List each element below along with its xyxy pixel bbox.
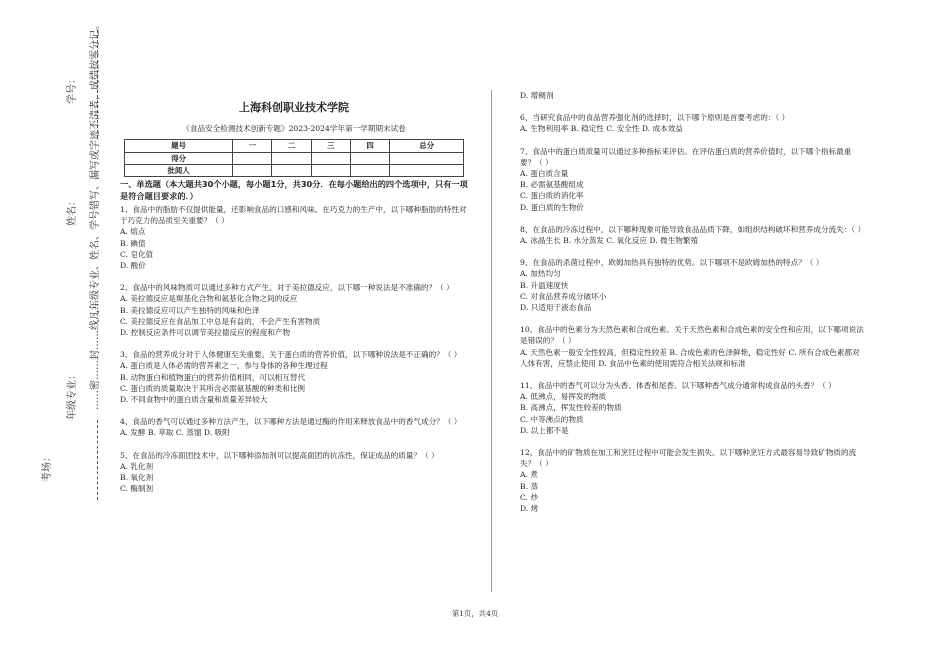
answer-option[interactable]: A. 蛋白质是人体必需的营养素之一，参与身体的各种生理过程 bbox=[120, 361, 328, 371]
answer-option[interactable]: A. 发酵 B. 萃取 C. 蒸馏 D. 吸附 bbox=[120, 428, 230, 438]
answer-option[interactable]: B. 氧化剂 bbox=[120, 473, 154, 483]
question-stem: 6、当研究食品中的食品营养强化剂的选择时，以下哪个原则是首要考虑的：（ ） bbox=[520, 113, 790, 123]
answer-option[interactable]: A. 生物利用率 B. 稳定性 C. 安全性 D. 成本效益 bbox=[520, 124, 683, 134]
answer-option[interactable]: C. 酶制剂 bbox=[120, 484, 154, 494]
score-cell: 三 bbox=[311, 140, 350, 152]
answer-option[interactable]: B. 动物蛋白和植物蛋白的营养价值相同，可以相互替代 bbox=[120, 372, 306, 382]
question bbox=[520, 146, 865, 213]
left-column bbox=[120, 90, 468, 505]
score-table-row bbox=[125, 164, 464, 176]
question-list bbox=[120, 204, 468, 494]
answer-option[interactable]: B. 必需氨基酸组成 bbox=[520, 180, 584, 190]
question-stem: 2、食品中的风味物质可以通过多种方式产生。对于美拉德反应，以下哪一种说法是不准确的？（ ） bbox=[120, 283, 454, 293]
answer-option[interactable]: D. 以上都不是 bbox=[520, 425, 569, 435]
question bbox=[520, 224, 865, 246]
answer-option[interactable]: C. 炒 bbox=[520, 492, 538, 502]
question bbox=[120, 450, 468, 495]
seal-line-text: ……密……封……线…… bbox=[90, 300, 101, 410]
answer-option[interactable]: D. 只适用于液态食品 bbox=[520, 303, 592, 313]
answer-option[interactable]: A. 美拉德反应是羰基化合物和氨基化合物之间的反应 bbox=[120, 294, 298, 304]
answer-option[interactable]: A. 天然色素一般安全性较高，但稳定性较差 B. 合成色素的色泽鲜艳，稳定性好 C. 所有合成色素都对人体有害，应禁止使用 D. 食品中色素的使用需符合相关法规和标准 bbox=[520, 347, 860, 368]
answer-option[interactable]: A. 乳化剂 bbox=[120, 461, 154, 471]
question bbox=[520, 324, 865, 369]
score-cell: 一 bbox=[233, 140, 272, 152]
score-input-cell[interactable] bbox=[390, 152, 464, 164]
dashed-line bbox=[97, 420, 98, 500]
score-input-cell[interactable] bbox=[233, 152, 272, 164]
binding-margin bbox=[0, 0, 108, 672]
score-input-cell[interactable] bbox=[272, 152, 311, 164]
right-column bbox=[520, 90, 865, 525]
answer-option[interactable]: C. 蛋白质的质量取决于其所含必需氨基酸的种类和比例 bbox=[120, 383, 306, 393]
question-stem: 12、食品中的矿物质在加工和烹饪过程中可能会发生损失。以下哪种烹饪方式最容易导致矿物质的流失？（ ） bbox=[520, 448, 857, 469]
question bbox=[120, 204, 468, 271]
score-table-header bbox=[125, 140, 464, 152]
answer-option[interactable]: B. 高沸点，挥发性较差的物质 bbox=[520, 403, 622, 413]
question bbox=[120, 349, 468, 405]
score-input-cell[interactable] bbox=[272, 164, 311, 176]
question bbox=[520, 447, 865, 514]
answer-option[interactable]: A. 冰晶生长 B. 水分蒸发 C. 氧化反应 D. 微生物繁殖 bbox=[520, 236, 699, 246]
exam-site-label: 考场： bbox=[42, 452, 53, 482]
score-input-cell[interactable] bbox=[390, 164, 464, 176]
answer-option[interactable]: D. 蛋白质的生物价 bbox=[520, 202, 584, 212]
name-label: 姓名： bbox=[67, 196, 78, 226]
score-cell: 批阅人 bbox=[125, 164, 233, 176]
answer-option[interactable]: D. 烤 bbox=[520, 504, 539, 514]
question-stem: 7、食品中的蛋白质质量可以通过多种指标来评估。在评估蛋白质的营养价值时，以下哪个指标最重要？（ ） bbox=[520, 146, 852, 167]
question bbox=[520, 257, 865, 313]
question-stem: 4、食品的香气可以通过多种方法产生，以下哪种方法是通过酶的作用来释放食品中的香气成分？（ ） bbox=[120, 417, 462, 427]
answer-option[interactable]: A. 低沸点，易挥发的物质 bbox=[520, 392, 607, 402]
answer-option[interactable]: A. 加热均匀 bbox=[520, 269, 561, 279]
student-id-label: 学号： bbox=[67, 74, 78, 104]
answer-option[interactable]: B. 美拉德反应可以产生独特的风味和色泽 bbox=[120, 305, 260, 315]
score-input-cell[interactable] bbox=[233, 164, 272, 176]
score-input-cell[interactable] bbox=[311, 164, 350, 176]
score-input-cell[interactable] bbox=[350, 164, 389, 176]
answer-option[interactable]: C. 蛋白质的消化率 bbox=[520, 191, 584, 201]
score-table-row bbox=[125, 152, 464, 164]
question bbox=[520, 90, 865, 101]
answer-option[interactable]: D. 酸价 bbox=[120, 261, 146, 271]
score-input-cell[interactable] bbox=[311, 152, 350, 164]
score-table bbox=[124, 139, 464, 177]
answer-option[interactable]: C. 皂化值 bbox=[120, 249, 154, 259]
score-input-cell[interactable] bbox=[350, 152, 389, 164]
answer-option[interactable]: B. 蒸 bbox=[520, 481, 539, 491]
answer-option[interactable]: B. 碘值 bbox=[120, 238, 146, 248]
score-cell: 题号 bbox=[125, 140, 233, 152]
grade-major-label: 年级专业： bbox=[67, 370, 78, 420]
score-cell: 总分 bbox=[390, 140, 464, 152]
warning-text: 凡年级专业、姓名、学号错写、漏写或字迹不清者，成绩按零分记。 bbox=[90, 20, 101, 320]
answer-option[interactable]: C. 中等沸点的物质 bbox=[520, 414, 584, 424]
question-stem: 1、食品中的脂肪不仅提供能量，还影响食品的口感和风味。在巧克力的生产中，以下哪种脂肪的特性对于巧克力的品质至关重要？（ ） bbox=[120, 205, 467, 226]
score-cell: 四 bbox=[350, 140, 389, 152]
answer-option[interactable]: C. 美拉德反应在食品加工中总是有益的，不会产生有害物质 bbox=[120, 316, 321, 326]
question bbox=[520, 380, 865, 436]
column-divider bbox=[491, 90, 492, 592]
question bbox=[120, 416, 468, 438]
answer-option[interactable]: A. 蛋白质含量 bbox=[520, 169, 569, 179]
question-list bbox=[520, 90, 865, 514]
question-stem: 11、食品中的香气可以分为头香、体香和尾香。以下哪种香气成分通常构成食品的头香？（ ） bbox=[520, 381, 836, 391]
score-cell: 得分 bbox=[125, 152, 233, 164]
question-stem: 9、在食品的杀菌过程中，欧姆加热具有独特的优势。以下哪项不是欧姆加热的特点？（ ） bbox=[520, 258, 824, 268]
answer-option[interactable]: D. 增稠剂 bbox=[520, 91, 554, 100]
answer-option[interactable]: D. 不同食物中的蛋白质含量和质量差异较大 bbox=[120, 395, 268, 405]
question-stem: 5、在食品的冷冻面团技术中，以下哪种添加剂可以提高面团的抗冻性，保证成品的质量？（ ） bbox=[120, 450, 439, 460]
answer-option[interactable]: A. 煮 bbox=[520, 470, 538, 480]
question bbox=[120, 282, 468, 338]
answer-option[interactable]: B. 升温速度快 bbox=[520, 280, 569, 290]
question bbox=[520, 112, 865, 134]
section-heading: 一、单选题（本大题共30个小题，每小题1分，共30分．在每小题给出的四个选项中，只有一项是符合题目要求的．） bbox=[120, 179, 468, 201]
answer-option[interactable]: A. 熔点 bbox=[120, 227, 146, 237]
exam-subtitle: 《食品安全检测技术创新专题》2023-2024学年第一学期期末试卷 bbox=[182, 124, 406, 134]
page-footer: 第1页，共4页 bbox=[451, 609, 499, 618]
question-stem: 3、食品的营养成分对于人体健康至关重要。关于蛋白质的营养价值，以下哪种说法是不正确的？（ ） bbox=[120, 350, 462, 360]
school-title: 上海科创职业技术学院 bbox=[239, 101, 349, 114]
answer-option[interactable]: C. 对食品营养成分破坏小 bbox=[520, 291, 607, 301]
score-cell: 二 bbox=[272, 140, 311, 152]
answer-option[interactable]: D. 控制反应条件可以调节美拉德反应的程度和产物 bbox=[120, 328, 291, 338]
question-stem: 10、食品中的色素分为天然色素和合成色素。关于天然色素和合成色素的安全性和应用，以下哪项说法是错误的？（ ） bbox=[520, 325, 864, 346]
question-stem: 8、在食品的冷冻过程中，以下哪种现象可能导致食品品质下降，如组织结构破坏和营养成分流失：（ ） bbox=[520, 224, 866, 234]
